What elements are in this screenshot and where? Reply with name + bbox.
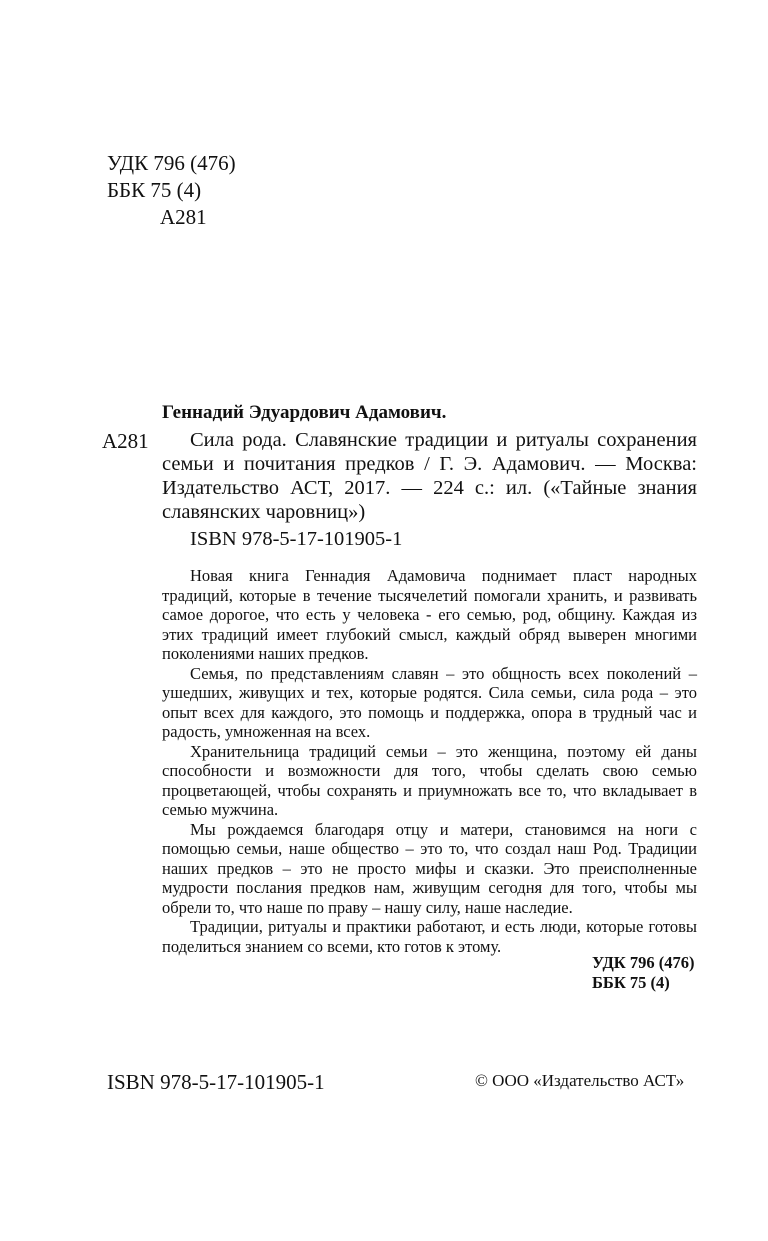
annotation-paragraph: Хранительница традиций семьи – это женщина, поэтому ей даны способности и возможности для того, чтобы сделать свою семью процветающей, чтобы сохранять и приумножать все то, что вкладывает в семью мужчина. <box>162 741 697 819</box>
header-classification-codes <box>107 150 236 231</box>
author-mark: А281 <box>160 205 207 229</box>
annotation-paragraph: Новая книга Геннадия Адамовича поднимает пласт народных традиций, которые в течение тысячелетий помогали хранить, и развивать самое дорогое, что есть у человека - его семью, род, общину. Каждая из этих традиций имеет глубокий смысл, каждый обряд выверен многими поколениями наших предков. <box>162 566 697 663</box>
catalog-isbn: ISBN 978-5-17-101905-1 <box>190 528 403 550</box>
bbk-code: ББК 75 (4) <box>107 178 202 202</box>
catalog-description: Сила рода. Славянские традиции и ритуалы сохранения семьи и почитания предков / Г. Э. Адамович. — Москва: Издательство АСТ, 2017. — 224 с.: ил. («Тайные знания славянских чаровниц») <box>162 429 697 523</box>
annotation-classification-codes <box>592 953 695 993</box>
copyright-notice: © ООО «Издательство АСТ» <box>475 1071 685 1090</box>
footer-isbn: ISBN 978-5-17-101905-1 <box>107 1070 325 1094</box>
annotation-bbk-code: ББК 75 (4) <box>592 973 670 992</box>
udk-code: УДК 796 (476) <box>107 151 236 175</box>
catalog-author-mark: А281 <box>102 429 149 453</box>
catalog-author: Геннадий Эдуардович Адамович. <box>162 402 447 423</box>
annotation-udk-code: УДК 796 (476) <box>592 953 695 972</box>
annotation-paragraph: Традиции, ритуалы и практики работают, и есть люди, которые готовы поделиться знанием со всеми, кто готов к этому. <box>162 917 697 956</box>
annotation-text <box>162 566 697 956</box>
annotation-paragraph: Мы рождаемся благодаря отцу и матери, становимся на ноги с помощью семьи, наше общество – это то, что создал наш Род. Традиции наших предков – это не просто мифы и сказки. Это преисполненные мудрости послания предков нам, живущим сегодня для того, чтобы мы обрели то, что наше по праву – нашу силу, наше наследие. <box>162 819 697 917</box>
annotation-paragraph: Семья, по представлениям славян – это общность всех поколений – ушедших, живущих и тех, которые родятся. Сила семьи, сила рода – это опыт всех для каждого, это помощь и поддержка, опора в трудный час и радость, умноженная на всех. <box>162 663 697 741</box>
